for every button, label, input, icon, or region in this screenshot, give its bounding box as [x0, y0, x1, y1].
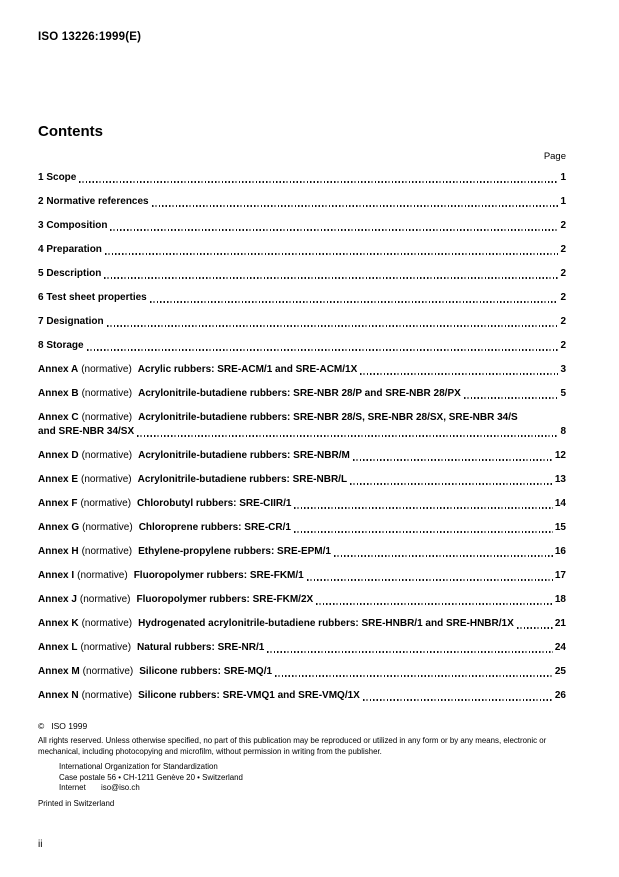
- toc-entry-page: 13: [554, 474, 566, 485]
- address-line-org: International Organization for Standardization: [59, 762, 218, 771]
- toc-entry-label: Annex B: [38, 388, 79, 399]
- toc-entry-title: Silicone rubbers: SRE-MQ/1: [139, 666, 273, 677]
- toc-entry-label: 7 Designation: [38, 316, 104, 327]
- toc-entry-page: 24: [554, 642, 566, 653]
- toc-entry-page: 12: [554, 450, 566, 461]
- toc-entry: [38, 219, 566, 233]
- toc-entry-title: Fluoropolymer rubbers: SRE-FKM/1: [133, 570, 304, 581]
- toc-entry-qualifier: (normative): [79, 594, 131, 605]
- toc-entry: [38, 363, 566, 377]
- dot-leader: [316, 603, 553, 604]
- toc-entry-line: [38, 291, 566, 305]
- toc-entry-page: 8: [560, 426, 566, 437]
- internet-label: Internet: [59, 783, 86, 792]
- toc-entry: [38, 569, 566, 583]
- toc-entry-title: Acrylonitrile-butadiene rubbers: SRE-NBR 28/P and SRE-NBR 28/PX: [138, 388, 461, 399]
- toc-entry-line: [38, 411, 566, 425]
- toc-entry-title: Silicone rubbers: SRE-VMQ1 and SRE-VMQ/1X: [138, 690, 360, 701]
- toc-entry-label: Annex G: [38, 522, 80, 533]
- dot-leader: [152, 205, 559, 206]
- toc-entry-title: Natural rubbers: SRE-NR/1: [137, 642, 265, 653]
- toc-entry-line: [38, 521, 566, 535]
- toc-entry: [38, 291, 566, 305]
- copyright-text: ISO 1999: [51, 721, 88, 731]
- page-footer: [38, 721, 566, 809]
- toc-entry-qualifier: (normative): [80, 642, 132, 653]
- toc-entry-line: [38, 387, 566, 401]
- toc-entry-line: [38, 569, 566, 583]
- dot-leader: [517, 627, 553, 628]
- toc-entry-page: 15: [554, 522, 566, 533]
- toc-entry-page: 1: [560, 196, 566, 207]
- toc-entry-qualifier: (normative): [81, 546, 133, 557]
- toc-entry-line: [38, 219, 566, 233]
- toc-entry-label: 6 Test sheet properties: [38, 292, 147, 303]
- toc-entry-label: Annex E: [38, 474, 79, 485]
- toc-entry-line: [38, 363, 566, 377]
- dot-leader: [334, 555, 553, 556]
- toc-entry-page: 21: [554, 618, 566, 629]
- toc-entry-line: [38, 545, 566, 559]
- toc-entry-qualifier: (normative): [77, 570, 128, 581]
- toc-entry-qualifier: (normative): [81, 364, 132, 375]
- contents-heading: Contents: [38, 123, 103, 140]
- dot-leader: [307, 579, 553, 580]
- toc-entry-qualifier: (normative): [81, 618, 133, 629]
- toc-entry-page: 14: [554, 498, 566, 509]
- toc-entry-line: [38, 497, 566, 511]
- toc-entry: [38, 411, 566, 439]
- dot-leader: [79, 181, 558, 182]
- toc-entry: [38, 521, 566, 535]
- toc-entry: [38, 665, 566, 679]
- toc-entry-page: 2: [560, 316, 566, 327]
- toc-entry: [38, 315, 566, 329]
- toc-entry: [38, 473, 566, 487]
- toc-entry: [38, 617, 566, 631]
- dot-leader: [363, 699, 553, 700]
- toc-entry-line: [38, 267, 566, 281]
- dot-leader: [150, 301, 559, 302]
- toc-entry-line: [38, 339, 566, 353]
- toc-entry-line: [38, 593, 566, 607]
- toc-entry-line: [38, 473, 566, 487]
- dot-leader: [294, 531, 553, 532]
- toc-entry-title: Chloroprene rubbers: SRE-CR/1: [138, 522, 291, 533]
- dot-leader: [360, 373, 558, 374]
- toc-entry-title: Acrylonitrile-butadiene rubbers: SRE-NBR/L: [137, 474, 348, 485]
- toc-entry-label: Annex L: [38, 642, 78, 653]
- toc-entry: [38, 243, 566, 257]
- toc-entry-qualifier: (normative): [82, 522, 133, 533]
- toc-entry-title: Fluoropolymer rubbers: SRE-FKM/2X: [136, 594, 314, 605]
- toc-entry-qualifier: (normative): [81, 412, 133, 423]
- dot-leader: [294, 507, 552, 508]
- toc-entry-page: 26: [554, 690, 566, 701]
- internet-email: iso@iso.ch: [101, 783, 140, 792]
- toc-entry: [38, 195, 566, 209]
- toc-entry-label: 5 Description: [38, 268, 102, 279]
- toc-entry-title: Acrylonitrile-butadiene rubbers: SRE-NBR/M: [138, 450, 350, 461]
- toc-entry: [38, 497, 566, 511]
- toc-entry-page: 25: [554, 666, 566, 677]
- toc-entry-label: Annex I: [38, 570, 75, 581]
- toc-entry-page: 2: [560, 244, 566, 255]
- dot-leader: [105, 253, 559, 254]
- toc-entry-label: 2 Normative references: [38, 196, 149, 207]
- copyright-line: [38, 721, 566, 732]
- toc-entry-line: [38, 617, 566, 631]
- toc-entry-qualifier: (normative): [81, 450, 133, 461]
- toc-entry-title: Hydrogenated acrylonitrile-butadiene rubbers: SRE-HNBR/1 and SRE-HNBR/1X: [138, 618, 514, 629]
- toc-entry-label: 1 Scope: [38, 172, 77, 183]
- toc-list: [38, 171, 566, 703]
- toc-entry-line: [38, 195, 566, 209]
- toc-entry-label: 4 Preparation: [38, 244, 102, 255]
- toc-entry-page: 1: [560, 172, 566, 183]
- printed-in-line: Printed in Switzerland: [38, 798, 115, 808]
- toc-entry: [38, 449, 566, 463]
- toc-entry: [38, 545, 566, 559]
- toc-entry-line: [38, 689, 566, 703]
- toc-entry-qualifier: (normative): [81, 388, 133, 399]
- toc-entry: [38, 387, 566, 401]
- dot-leader: [275, 675, 553, 676]
- dot-leader: [464, 397, 559, 398]
- toc-entry-label: Annex C: [38, 412, 79, 423]
- toc-entry-label: Annex D: [38, 450, 79, 461]
- toc-entry-page: 2: [560, 340, 566, 351]
- toc-entry: [38, 689, 566, 703]
- toc-entry-label: Annex H: [38, 546, 79, 557]
- toc-entry-page: 2: [560, 292, 566, 303]
- address-line-postal: Case postale 56 • CH-1211 Genève 20 • Switzerland: [59, 772, 243, 782]
- toc-entry-label: Annex A: [38, 364, 79, 375]
- toc-entry-page: 18: [554, 594, 566, 605]
- toc-entry-page: 5: [560, 388, 566, 399]
- toc-entry-label: Annex M: [38, 666, 80, 677]
- toc-entry-line: [38, 315, 566, 329]
- rights-statement: All rights reserved. Unless otherwise specified, no part of this publication may be reproduced or utilized in any form or by any means, electronic or mechanical, including photocopying and microfilm, without permission in writing from the publisher.: [38, 736, 547, 756]
- toc-entry-line: [38, 641, 566, 655]
- toc-entry: [38, 267, 566, 281]
- toc-entry-title: Acrylonitrile-butadiene rubbers: SRE-NBR 28/S, SRE-NBR 28/SX, SRE-NBR 34/S: [138, 412, 518, 423]
- toc-entry-title-continued: and SRE-NBR 34/SX: [38, 426, 135, 437]
- toc-entry: [38, 641, 566, 655]
- toc-entry-line: [38, 449, 566, 463]
- dot-leader: [137, 435, 558, 436]
- toc-entry-qualifier: (normative): [81, 690, 133, 701]
- document-reference: ISO 13226:1999(E): [38, 31, 142, 43]
- dot-leader: [350, 483, 553, 484]
- dot-leader: [104, 277, 558, 278]
- page-number: ii: [38, 839, 43, 850]
- page-column-label: Page: [543, 151, 566, 162]
- toc-entry-page: 2: [560, 220, 566, 231]
- toc-entry-page: 3: [560, 364, 566, 375]
- copyright-icon: ©: [38, 721, 45, 731]
- toc-entry-label: 8 Storage: [38, 340, 84, 351]
- toc-entry-page: 16: [554, 546, 566, 557]
- toc-entry-label: Annex N: [38, 690, 79, 701]
- dot-leader: [110, 229, 558, 230]
- toc-entry-qualifier: (normative): [82, 666, 134, 677]
- toc-entry-label: Annex K: [38, 618, 79, 629]
- toc-entry-title: Ethylene-propylene rubbers: SRE-EPM/1: [138, 546, 331, 557]
- toc-entry-page: 2: [560, 268, 566, 279]
- toc-entry: [38, 171, 566, 185]
- toc-entry-line: [38, 171, 566, 185]
- toc-entry-line: [38, 665, 566, 679]
- dot-leader: [353, 459, 553, 460]
- toc-entry: [38, 339, 566, 353]
- toc-entry-label: Annex F: [38, 498, 78, 509]
- dot-leader: [267, 651, 553, 652]
- toc-entry-qualifier: (normative): [81, 474, 132, 485]
- toc-entry-qualifier: (normative): [80, 498, 132, 509]
- address-line-internet: [59, 783, 566, 794]
- toc-entry: [38, 593, 566, 607]
- toc-entry-line-continued: [38, 425, 566, 439]
- dot-leader: [87, 349, 559, 350]
- publisher-address: [59, 762, 566, 794]
- toc-entry-label: 3 Composition: [38, 220, 108, 231]
- toc-entry-title: Acrylic rubbers: SRE-ACM/1 and SRE-ACM/1X: [137, 364, 358, 375]
- toc-entry-label: Annex J: [38, 594, 77, 605]
- toc-entry-line: [38, 243, 566, 257]
- toc-entry-title: Chlorobutyl rubbers: SRE-CIIR/1: [137, 498, 292, 509]
- dot-leader: [107, 325, 559, 326]
- toc-entry-page: 17: [554, 570, 566, 581]
